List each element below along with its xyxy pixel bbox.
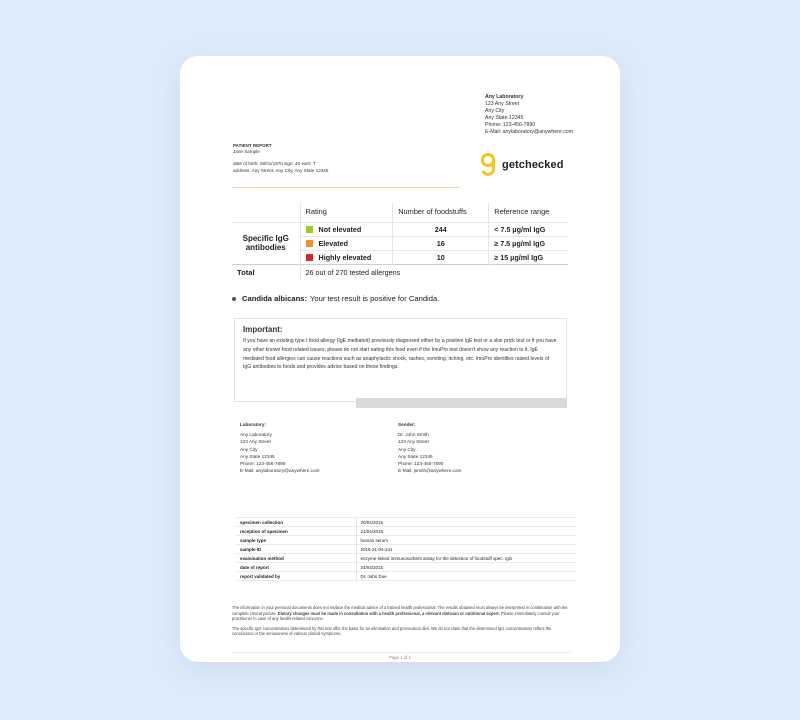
contacts-section xyxy=(240,421,516,474)
lab-address-line: Phone: 123-456-7890 xyxy=(485,122,536,129)
specimen-key: report validated by xyxy=(236,572,356,581)
contact-line: 123 Any Street xyxy=(240,439,271,445)
patient-name: Jane Sample xyxy=(233,149,260,155)
specimen-key: specimen collection xyxy=(236,518,356,527)
highly-elevated-swatch xyxy=(306,254,313,261)
results-header-range: Reference range xyxy=(489,202,568,222)
rating-cell xyxy=(300,250,393,264)
specimen-row xyxy=(236,518,576,527)
important-body: If you have an existing type I food allergy (IgE mediated) previously diagnosed either by a positive IgE test or a skin prick test or if you have any other known food related issues, please do not start eating this food even if the ImuPro test doesn't show any reaction to it. IgE mediated food allergies can cause reactions such as anaphylactic shock, rashes, vomiting, itching, etc. ImuPro identifies raised levels of IgG antibodies to foods and provides advice based on these findings. xyxy=(243,338,557,371)
specimen-value: 21/04/2015 xyxy=(356,527,576,536)
footer-divider xyxy=(232,652,572,653)
results-table xyxy=(232,202,568,280)
candida-result xyxy=(232,294,439,303)
sender-contact xyxy=(398,421,516,474)
contact-line: Any City xyxy=(240,446,258,452)
important-heading: Important: xyxy=(243,325,283,334)
patient-address: address: Any Street, Any City, Any State 12345 xyxy=(233,167,329,173)
range-cell: ≥ 7.5 µg/ml IgG xyxy=(489,236,568,250)
specimen-key: sample ID xyxy=(236,545,356,554)
results-header-count: Number of foodstuffs xyxy=(393,202,489,222)
disclaimer-paragraph xyxy=(232,605,572,622)
lab-address-line: Any City xyxy=(485,108,505,115)
specimen-row xyxy=(236,527,576,536)
header-divider xyxy=(232,187,460,188)
disclaimer-text: Please immediately consult your practitioner in case of any health-related concerns. xyxy=(232,610,560,622)
lab-address-header xyxy=(485,94,573,137)
sender-label: Sender: xyxy=(398,422,416,427)
specimen-row xyxy=(236,536,576,545)
contact-line: Any City xyxy=(398,446,416,452)
specimen-row xyxy=(236,563,576,572)
specimen-row xyxy=(236,572,576,581)
getchecked-logo-icon xyxy=(480,152,496,178)
total-value: 26 out of 270 tested allergens xyxy=(300,264,568,280)
count-cell: 16 xyxy=(393,236,489,250)
brand-logo xyxy=(480,152,564,178)
disclaimer-bold-text: Dietary changes must be made in consultation with a health professional, a relevant dietician or nutritional expert. xyxy=(277,610,500,616)
range-cell: ≥ 15 µg/ml IgG xyxy=(489,250,568,264)
laboratory-label: Laboratory: xyxy=(240,422,267,427)
specimen-value: human serum xyxy=(356,536,576,545)
bullet-icon xyxy=(232,297,236,301)
gray-separator xyxy=(356,398,567,408)
patient-dob: date of birth: 28/01/1970 sign: 40 ears: T xyxy=(233,161,316,167)
patient-info xyxy=(233,143,328,174)
specimen-row xyxy=(236,554,576,563)
igg-group-label: Specific IgG antibodies xyxy=(232,222,300,264)
contact-line: Any Laboratory xyxy=(240,432,272,438)
specimen-value: 20/04/2015 xyxy=(356,518,576,527)
lab-address-line: E-Mail: anylaboratory@anywhere.com xyxy=(485,129,574,136)
specimen-value: Dr. John Doe xyxy=(356,572,576,581)
results-header-row xyxy=(232,202,568,222)
contact-line: Phone: 123-456-7890 xyxy=(240,461,286,467)
brand-name: getchecked xyxy=(502,159,564,171)
disclaimer-text: The information in your personal documents does not replace the medical advice of a trained health professional. The results obtained must always be interpreted in combination with the complete clinical picture. xyxy=(232,605,568,616)
total-label: Total xyxy=(232,264,300,280)
count-cell: 244 xyxy=(393,222,489,236)
report-card xyxy=(180,56,620,662)
results-header-rating: Rating xyxy=(300,202,393,222)
lab-address-line: 123 Any Street xyxy=(485,101,520,108)
contact-line: E-Mail: anylaboratory@anywhere.com xyxy=(240,468,320,474)
rating-cell xyxy=(300,222,393,236)
specimen-value: 2015-21-04-241 xyxy=(356,545,576,554)
contact-line: Any State 12345 xyxy=(240,453,275,459)
important-notice xyxy=(234,318,567,402)
candida-text: Your test result is positive for Candida. xyxy=(310,294,440,303)
rating-label: Elevated xyxy=(318,238,349,248)
contact-line: 123 Any Street xyxy=(398,439,429,445)
page-number: Page 1 of 1 xyxy=(389,655,411,660)
specimen-key: reception of specimen xyxy=(236,527,356,536)
elevated-swatch xyxy=(306,240,313,247)
disclaimer xyxy=(232,605,572,641)
specimen-value: enzyme-linked immunosorbent assay for the detection of foodstuff spec. IgG xyxy=(356,554,576,563)
specimen-key: examination method xyxy=(236,554,356,563)
disclaimer-paragraph: The specific IgG concentrations determined by this test offer the basis for an elimination and provocation diet. We do not claim that the determined IgG concentrations reflect the conclusions or the seriousness of various clinical symptoms. xyxy=(232,625,552,637)
report-title: PATIENT REPORT xyxy=(233,143,272,148)
candida-label: Candida albicans: xyxy=(242,294,307,303)
results-total-row xyxy=(232,264,568,280)
contact-line: Dr. John Smith xyxy=(398,432,429,438)
lab-address-line: Any State 12345 xyxy=(485,115,524,122)
rating-label: Highly elevated xyxy=(318,252,372,262)
specimen-value: 24/04/2015 xyxy=(356,563,576,572)
not-elevated-swatch xyxy=(306,226,313,233)
specimen-table xyxy=(236,517,576,581)
rating-label: Not elevated xyxy=(318,224,362,234)
rating-cell xyxy=(300,236,393,250)
specimen-key: sample type xyxy=(236,536,356,545)
count-cell: 10 xyxy=(393,250,489,264)
contact-line: E-Mail: jsmith@anywhere.com xyxy=(398,468,462,474)
specimen-row xyxy=(236,545,576,554)
contact-line: Phone: 123-456-7890 xyxy=(398,461,444,467)
laboratory-contact xyxy=(240,421,358,474)
results-header-blank xyxy=(232,202,300,222)
specimen-key: date of report xyxy=(236,563,356,572)
range-cell: < 7.5 µg/ml IgG xyxy=(489,222,568,236)
contact-line: Any State 12345 xyxy=(398,453,433,459)
lab-name: Any Laboratory xyxy=(485,94,524,100)
results-row xyxy=(232,222,568,236)
